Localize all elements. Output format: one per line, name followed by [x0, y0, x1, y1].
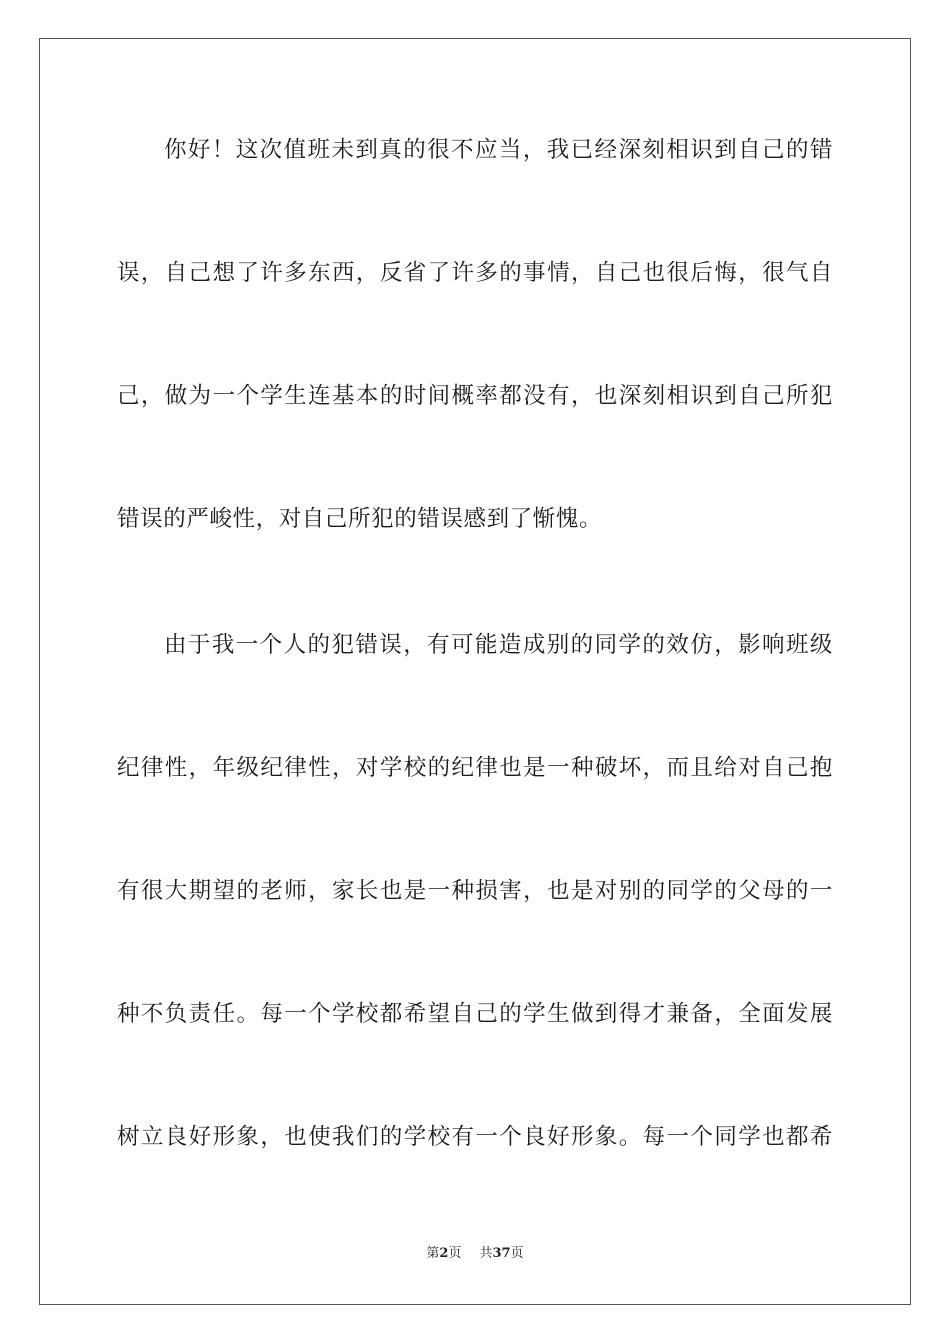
- paragraph-1-line-2: 误，自己想了许多东西，反省了许多的事情，自己也很后悔，很气自: [117, 260, 833, 286]
- paragraph-1-line-3: 己，做为一个学生连基本的时间概率都没有，也深刻相识到自己所犯: [117, 383, 833, 409]
- paragraph-2-line-1: 由于我一个人的犯错误，有可能造成别的同学的效仿，影响班级: [164, 632, 833, 658]
- paragraph-2-line-4: 种不负责任。每一个学校都希望自己的学生做到得才兼备，全面发展: [117, 1001, 833, 1027]
- paragraph-2-line-2: 纪律性，年级纪律性，对学校的纪律也是一种破坏，而且给对自己抱: [117, 755, 833, 781]
- page-footer: [0, 1245, 950, 1263]
- page-suffix: 页: [448, 1246, 462, 1261]
- total-suffix: 页: [510, 1246, 524, 1261]
- paragraph-1-line-1: 你好！这次值班未到真的很不应当，我已经深刻相识到自己的错: [164, 137, 833, 163]
- total-prefix: 共: [479, 1246, 493, 1261]
- paragraph-2-line-5: 树立良好形象，也使我们的学校有一个良好形象。每一个同学也都希: [117, 1124, 833, 1150]
- paragraph-1-line-4: 错误的严峻性，对自己所犯的错误感到了惭愧。: [117, 506, 603, 532]
- total-pages: 37: [492, 1246, 511, 1261]
- paragraph-2-line-3: 有很大期望的老师，家长也是一种损害，也是对别的同学的父母的一: [117, 878, 833, 904]
- page-prefix: 第: [426, 1246, 440, 1261]
- page-border: [39, 38, 911, 1305]
- page-number: 2: [439, 1246, 449, 1261]
